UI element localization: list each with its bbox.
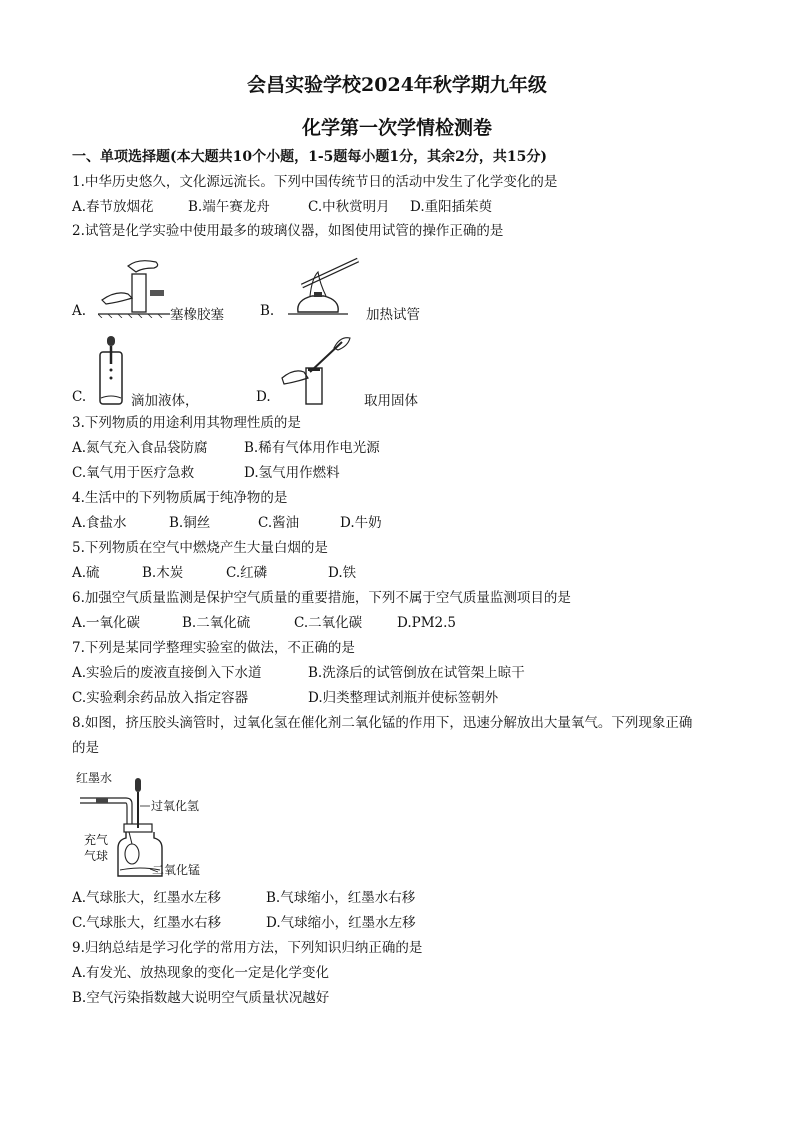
q4-option-b: B.铜丝 bbox=[169, 515, 211, 531]
q4-option-a: A.食盐水 bbox=[72, 515, 127, 531]
q8-option-b: B.气球缩小，红墨水右移 bbox=[266, 890, 416, 906]
q2-figD-caption: 取用固体 bbox=[364, 393, 418, 409]
q6-stem: 6.加强空气质量监测是保护空气质量的重要措施，下列不属于空气质量监测项目的是 bbox=[72, 590, 571, 606]
q1-options bbox=[72, 198, 492, 216]
q7-option-c: C.实验剩余药品放入指定容器 bbox=[72, 690, 249, 706]
q1-option-d: D.重阳插茱萸 bbox=[410, 199, 493, 215]
q7-option-a: A.实验后的废液直接倒入下水道 bbox=[72, 665, 262, 681]
q8-options-row2 bbox=[72, 914, 416, 932]
q9-option-a: A.有发光、放热现象的变化一定是化学变化 bbox=[72, 965, 330, 981]
q8-stem-line2: 的是 bbox=[72, 740, 99, 756]
q7-stem: 7.下列是某同学整理实验室的做法，不正确的是 bbox=[72, 640, 355, 656]
q3-option-b: B.稀有气体用作电光源 bbox=[244, 440, 380, 456]
q7-options-row1 bbox=[72, 664, 525, 682]
q1-option-b: B.端午赛龙舟 bbox=[188, 199, 270, 215]
q7-option-d: D.归类整理试剂瓶并使标签朝外 bbox=[308, 690, 499, 706]
q8-options-row1 bbox=[72, 889, 415, 907]
exam-title-line2: 化学第一次学情检测卷 bbox=[301, 117, 492, 139]
q6-option-c: C.二氧化碳 bbox=[294, 615, 363, 631]
q7-options-row2 bbox=[72, 689, 498, 707]
q4-stem: 4.生活中的下列物质属于纯净物的是 bbox=[72, 490, 288, 506]
q8-apparatus-illustration bbox=[72, 768, 232, 880]
q3-option-c: C.氧气用于医疗急救 bbox=[72, 465, 195, 481]
q4-option-c: C.酱油 bbox=[258, 515, 300, 531]
q5-option-d: D.铁 bbox=[328, 565, 357, 581]
q1-option-a: A.春节放烟花 bbox=[72, 199, 154, 215]
q4-options bbox=[72, 514, 382, 532]
q8-label-balloon-1: 充气 bbox=[84, 833, 109, 847]
q8-option-c: C.气球胀大，红墨水右移 bbox=[72, 915, 222, 931]
q5-options bbox=[72, 564, 356, 582]
q8-label-mno2: 二氧化锰 bbox=[152, 863, 201, 877]
q5-option-c: C.红磷 bbox=[226, 565, 268, 581]
q3-stem: 3.下列物质的用途利用其物理性质的是 bbox=[72, 415, 301, 431]
q6-options bbox=[72, 614, 456, 632]
q8-label-ink: 红墨水 bbox=[76, 771, 113, 785]
q6-option-d: D.PM2.5 bbox=[397, 615, 457, 631]
q5-option-b: B.木炭 bbox=[142, 565, 184, 581]
q1-option-c: C.中秋赏明月 bbox=[308, 199, 390, 215]
q5-stem: 5.下列物质在空气中燃烧产生大量白烟的是 bbox=[72, 540, 328, 556]
q8-label-h2o2: 过氧化氢 bbox=[151, 799, 200, 813]
q4-option-d: D.牛奶 bbox=[340, 515, 382, 531]
q8-stem-line1: 8.如图，挤压胶头滴管时，过氧化氢在催化剂二氧化锰的作用下，迅速分解放出大量氧气。下列现象正确 bbox=[72, 715, 693, 731]
q2-figB-letter: B. bbox=[260, 303, 275, 319]
q6-option-b: B.二氧化硫 bbox=[182, 615, 251, 631]
q9-option-b: B.空气污染指数越大说明空气质量状况越好 bbox=[72, 990, 330, 1006]
q2-figC-caption: 滴加液体， bbox=[131, 393, 199, 409]
q3-options-row1 bbox=[72, 439, 380, 457]
q3-option-a: A.氮气充入食品袋防腐 bbox=[72, 440, 208, 456]
section-heading: 一、单项选择题(本大题共10个小题，1-5题每小题1分，其余2分，共15分) bbox=[72, 149, 547, 165]
q2-figD-letter: D. bbox=[256, 389, 271, 405]
q2-stem: 2.试管是化学实验中使用最多的玻璃仪器，如图使用试管的操作正确的是 bbox=[72, 223, 504, 239]
q2-figA-caption: 塞橡胶塞 bbox=[170, 307, 224, 323]
q3-option-d: D.氢气用作燃料 bbox=[244, 465, 340, 481]
q2-figB-caption: 加热试管 bbox=[366, 307, 420, 323]
q2-figC-illustration bbox=[96, 332, 126, 406]
exam-title-line1: 会昌实验学校2024年秋学期九年级 bbox=[247, 74, 547, 96]
q7-option-b: B.洗涤后的试管倒放在试管架上晾干 bbox=[308, 665, 525, 681]
q8-option-a: A.气球胀大，红墨水左移 bbox=[72, 890, 222, 906]
q3-options-row2 bbox=[72, 464, 340, 482]
q8-option-d: D.气球缩小，红墨水左移 bbox=[266, 915, 416, 931]
q2-figA-letter: A. bbox=[72, 303, 87, 319]
q6-option-a: A.一氧化碳 bbox=[72, 615, 141, 631]
q2-figC-letter: C. bbox=[72, 389, 87, 405]
q1-stem: 1.中华历史悠久，文化源远流长。下列中国传统节日的活动中发生了化学变化的是 bbox=[72, 174, 558, 190]
q8-label-balloon-2: 气球 bbox=[84, 849, 109, 863]
q2-figA-illustration bbox=[98, 256, 170, 318]
q5-option-a: A.硫 bbox=[72, 565, 100, 581]
q9-stem: 9.归纳总结是学习化学的常用方法，下列知识归纳正确的是 bbox=[72, 940, 423, 956]
q2-figD-illustration bbox=[280, 332, 352, 406]
q2-figB-illustration bbox=[282, 256, 368, 318]
